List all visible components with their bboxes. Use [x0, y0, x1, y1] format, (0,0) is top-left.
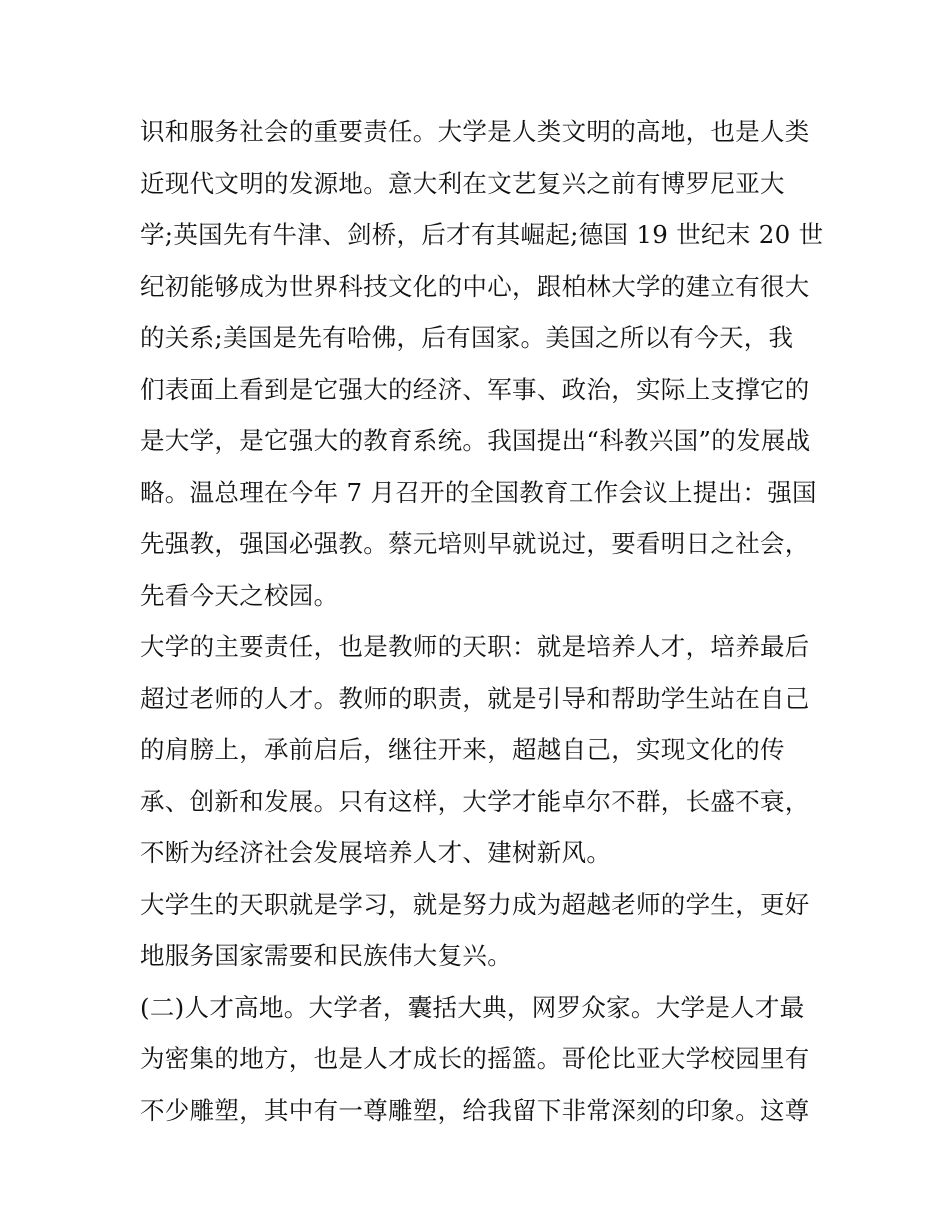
paragraph-3	[140, 879, 820, 982]
text-line: 大学的主要责任，也是教师的天职：就是培养人才，培养最后	[140, 632, 810, 661]
text-line: 地服务国家需要和民族伟大复兴。	[140, 941, 512, 970]
text-line: 承、创新和发展。只有这样，大学才能卓尔不群，长盛不衰，	[140, 786, 810, 816]
text-line: 先强教，强国必强教。蔡元培则早就说过，要看明日之社会，	[140, 529, 810, 558]
paragraph-1	[140, 106, 824, 621]
text-line: 学;英国先有牛津、剑桥，后才有其崛起;德国 19 世纪末 20 世	[140, 220, 824, 249]
text-line: 不少雕塑，其中有一尊雕塑，给我留下非常深刻的印象。这尊	[140, 1095, 810, 1125]
text-line: 大学生的天职就是学习，就是努力成为超越老师的学生，更好	[140, 889, 810, 919]
text-line: 的关系;美国是先有哈佛，后有国家。美国之所以有今天，我	[140, 323, 794, 352]
paragraph-4	[140, 982, 820, 1137]
text-line: 的肩膀上，承前启后，继往开来，超越自己，实现文化的传	[140, 735, 785, 764]
text-line: 识和服务社会的重要责任。大学是人类文明的高地，也是人类	[140, 117, 810, 146]
text-line: 近现代文明的发源地。意大利在文艺复兴之前有博罗尼亚大	[140, 168, 785, 198]
text-line: 纪初能够成为世界科技文化的中心，跟柏林大学的建立有很大	[140, 271, 810, 301]
text-line: 们表面上看到是它强大的经济、军事、政治，实际上支撑它的	[140, 374, 810, 404]
document-body	[140, 106, 824, 1136]
text-line: 先看今天之校园。	[140, 580, 339, 610]
text-line: 略。温总理在今年 7 月召开的全国教育工作会议上提出：强国	[140, 477, 817, 507]
text-line: 超过老师的人才。教师的职责，就是引导和帮助学生站在自己	[140, 683, 810, 713]
text-line: 为密集的地方，也是人才成长的摇篮。哥伦比亚大学校园里有	[140, 1044, 810, 1073]
text-line: 不断为经济社会发展培养人才、建树新风。	[140, 838, 612, 867]
text-line: 是大学，是它强大的教育系统。我国提出“科教兴国”的发展战	[140, 426, 811, 455]
paragraph-2	[140, 621, 820, 879]
text-line: (二)人才高地。大学者，囊括大典，网罗众家。大学是人才最	[140, 992, 805, 1022]
